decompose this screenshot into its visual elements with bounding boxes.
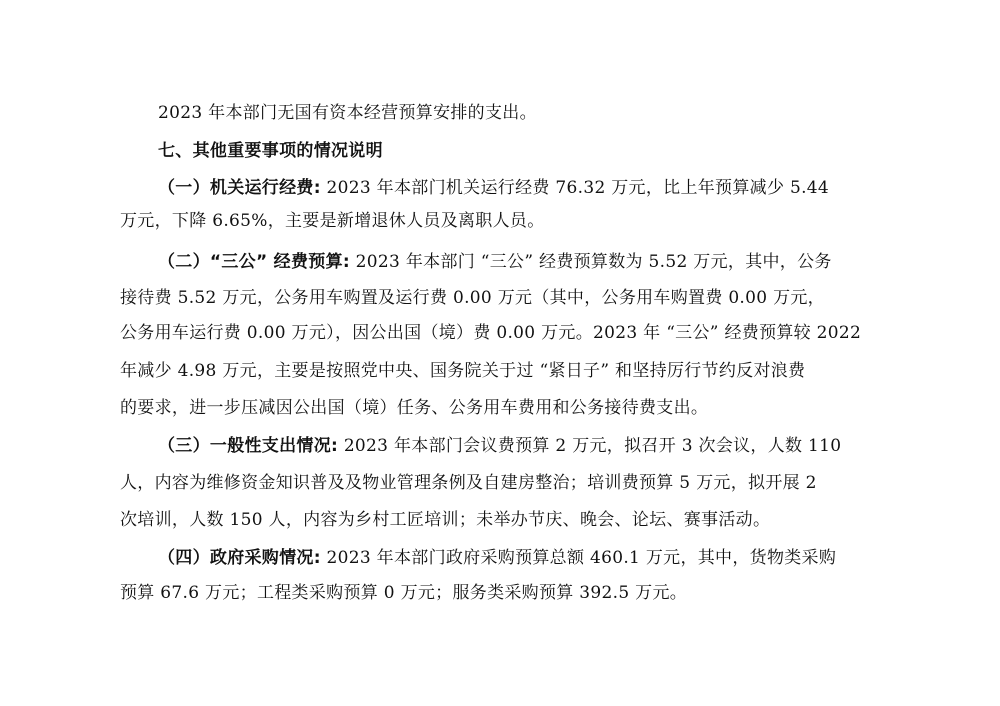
item3-line3: 次培训，人数 150 人，内容为乡村工匠培训；未举办节庆、晚会、论坛、赛事活动。 — [120, 510, 771, 530]
item3-text1: 2023 年本部门会议费预算 2 万元，拟召开 3 次会议，人数 110 — [338, 436, 842, 456]
item4-line1 — [158, 546, 836, 570]
item2-line2: 接待费 5.52 万元，公务用车购置及运行费 0.00 万元（其中，公务用车购置费 0.00 万元， — [120, 288, 825, 308]
item2-line1 — [158, 250, 832, 274]
item1-line1 — [158, 176, 829, 200]
item2-line4: 年减少 4.98 万元，主要是按照党中央、国务院关于过 “紧日子” 和坚持厉行节约反对浪费 — [120, 361, 806, 381]
item3-title: （三）一般性支出情况: — [158, 436, 339, 456]
item2-line3: 公务用车运行费 0.00 万元），因公出国（境）费 0.00 万元。2023 年 “三公” 经费预算较 2022 — [120, 323, 862, 343]
item1-text1: 2023 年本部门机关运行经费 76.32 万元，比上年预算减少 5.44 — [320, 178, 830, 198]
item4-title: （四）政府采购情况: — [158, 548, 321, 568]
item4-text1: 2023 年本部门政府采购预算总额 460.1 万元，其中，货物类采购 — [320, 548, 837, 568]
item4-line2: 预算 67.6 万元；工程类采购预算 0 万元；服务类采购预算 392.5 万元。 — [120, 583, 688, 603]
item1-title: （一）机关运行经费: — [158, 178, 321, 198]
item2-text1: 2023 年本部门 “三公” 经费预算数为 5.52 万元，其中，公务 — [349, 252, 832, 272]
section-heading: 七、其他重要事项的情况说明 — [158, 141, 383, 161]
item3-line1 — [158, 434, 841, 458]
item2-line5: 的要求，进一步压减因公出国（境）任务、公务用车费用和公务接待费支出。 — [120, 398, 709, 418]
item2-title: （二）“三公” 经费预算: — [158, 252, 350, 272]
item1-line2: 万元，下降 6.65%，主要是新增退休人员及离职人员。 — [120, 211, 545, 231]
paragraph-intro: 2023 年本部门无国有资本经营预算安排的支出。 — [158, 103, 537, 123]
item3-line2: 人，内容为维修资金知识普及及物业管理条例及自建房整治；培训费预算 5 万元，拟开展 2 — [120, 473, 817, 493]
